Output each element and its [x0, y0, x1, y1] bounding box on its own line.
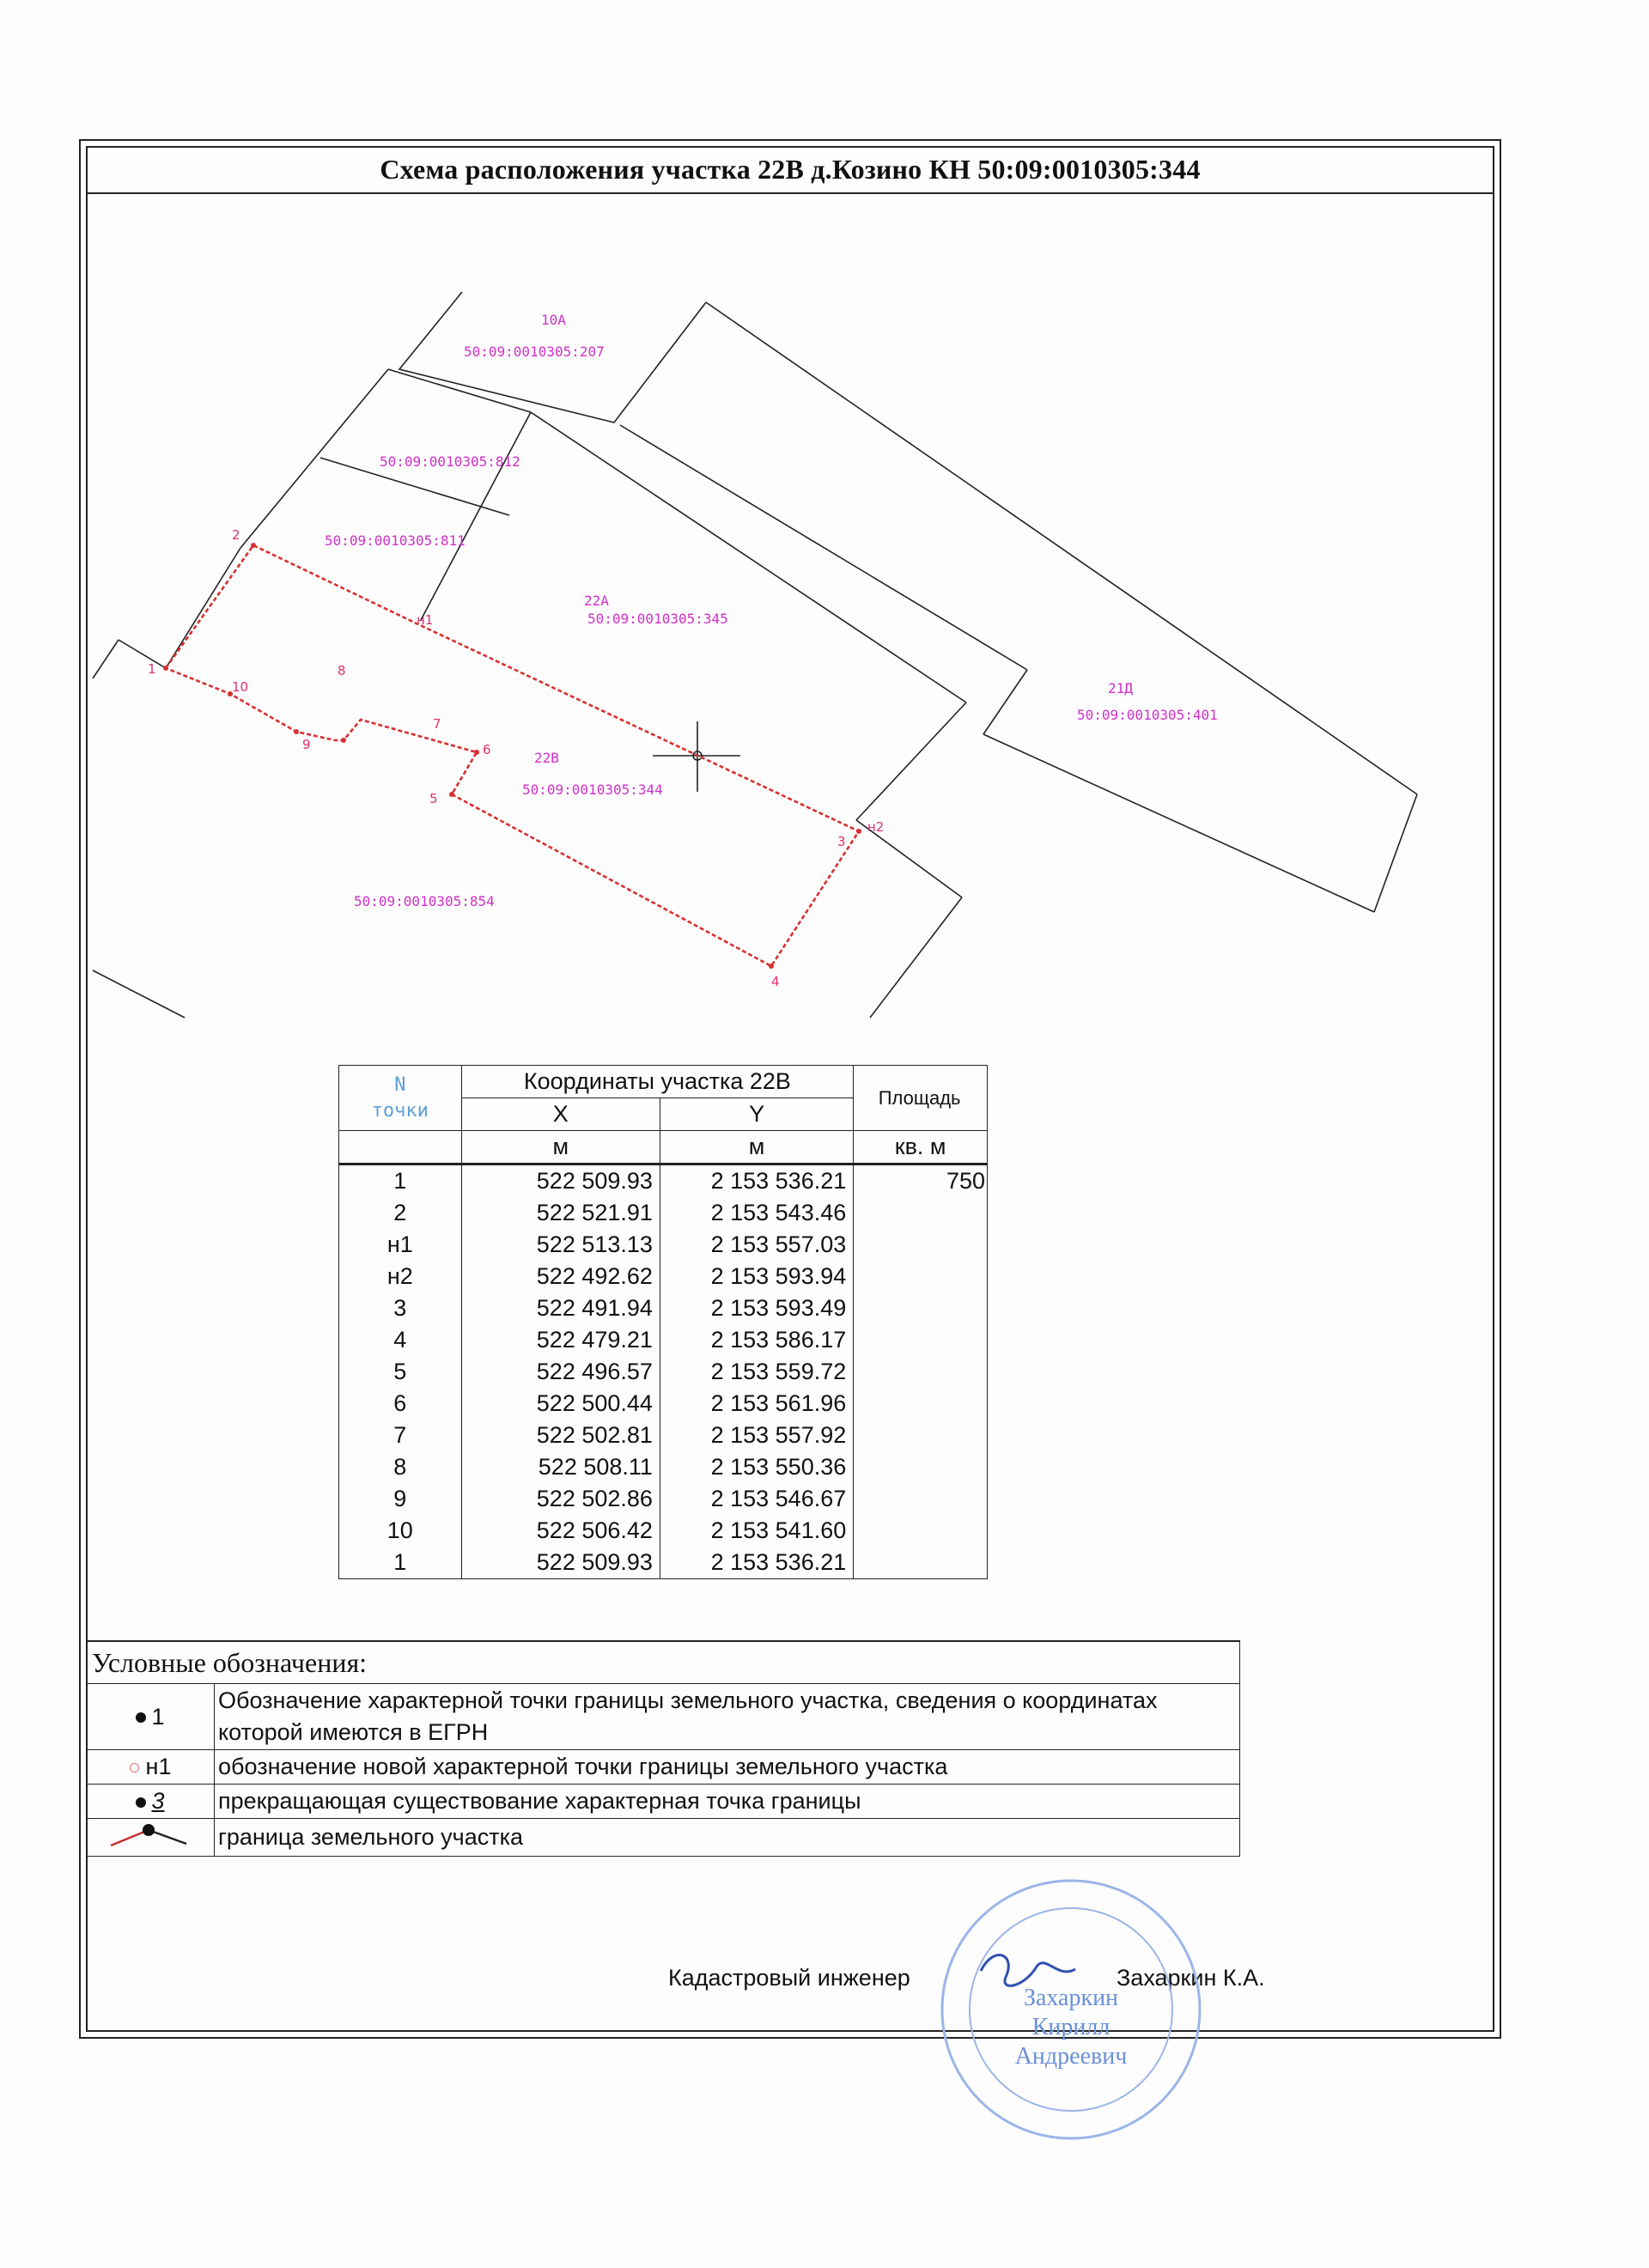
area-cell [854, 1451, 988, 1483]
parcel-label: 22А [584, 593, 609, 609]
parcel-label: 10А [541, 312, 566, 328]
parcel-number: 50:09:0010305:811 [325, 532, 465, 549]
coords-header: Координаты участка 22В [461, 1066, 854, 1098]
point-label: 7 [433, 716, 441, 732]
table-row [339, 1388, 988, 1420]
point-number-cell: 10 [339, 1515, 462, 1547]
table-row [339, 1547, 988, 1579]
unit-area: кв. м [854, 1131, 988, 1164]
table-row [339, 1420, 988, 1451]
point-number-cell: 8 [339, 1451, 462, 1483]
stamp-line: Захаркин [1023, 1985, 1119, 2011]
stamp-line: Кирилл [1031, 2014, 1110, 2040]
area-cell [854, 1292, 988, 1324]
x-coordinate-cell: 522 513.13 [461, 1229, 660, 1261]
point-label: н1 [417, 612, 434, 628]
unit-x: м [461, 1131, 660, 1164]
parcel-22v-boundary [166, 545, 859, 966]
x-coordinate-cell: 522 492.62 [461, 1261, 660, 1292]
area-cell [854, 1229, 988, 1261]
area-cell [854, 1388, 988, 1420]
point-number-cell: 9 [339, 1483, 462, 1515]
x-coordinate-cell: 522 508.11 [461, 1451, 660, 1483]
area-cell [854, 1420, 988, 1451]
table-row [339, 1261, 988, 1292]
point-number-cell: 1 [339, 1547, 462, 1579]
parcel-812-outline [240, 369, 388, 548]
signature-scribble [981, 1955, 1075, 1985]
stamp-line: Андреевич [1014, 2043, 1128, 2070]
area-cell [854, 1515, 988, 1547]
area-cell [854, 1324, 988, 1356]
table-row [339, 1356, 988, 1388]
filled-dot-icon [136, 1797, 146, 1808]
table-row [339, 1197, 988, 1229]
point-label: 9 [302, 737, 311, 752]
unit-n-cell [339, 1131, 462, 1164]
point-number-cell: 4 [339, 1324, 462, 1356]
y-coordinate-cell: 2 153 593.49 [660, 1292, 853, 1324]
table-row [339, 1515, 988, 1547]
point-number-cell: 7 [339, 1420, 462, 1451]
x-coordinate-cell: 522 509.93 [461, 1547, 660, 1579]
legend-text: граница земельного участка [215, 1819, 1240, 1857]
area-cell [854, 1356, 988, 1388]
y-coordinate-cell: 2 153 559.72 [660, 1356, 853, 1388]
area-cell: 750 [854, 1164, 988, 1198]
point-label: 6 [483, 742, 491, 757]
table-row [339, 1483, 988, 1515]
table-row [339, 1292, 988, 1324]
parcel-number: 50:09:0010305:344 [522, 781, 663, 798]
table-row [339, 1229, 988, 1261]
x-coordinate-cell: 522 506.42 [461, 1515, 660, 1547]
x-coordinate-cell: 522 502.81 [461, 1420, 660, 1451]
parcel-label: 21Д [1108, 680, 1133, 696]
y-coordinate-cell: 2 153 593.94 [660, 1261, 853, 1292]
engineer-stamp [912, 1868, 1230, 2151]
point-number-cell: 3 [339, 1292, 462, 1324]
point-label: 8 [338, 663, 346, 678]
filled-dot-icon [136, 1712, 146, 1723]
parcel-number: 50:09:0010305:207 [464, 344, 605, 360]
page-title: Схема расположения участка 22В д.Козино КН 50:09:0010305:344 [380, 153, 1201, 185]
point-number-cell: 1 [339, 1164, 462, 1198]
legend-title: Условные обозначения: [87, 1641, 1240, 1684]
parcel-number: 50:09:0010305:401 [1077, 707, 1218, 723]
parcel-label: 22В [534, 750, 559, 766]
open-dot-icon [130, 1763, 139, 1772]
unit-y: м [660, 1131, 853, 1164]
point-label: 3 [837, 834, 846, 849]
table-row [339, 1451, 988, 1483]
x-coordinate-cell: 522 521.91 [461, 1197, 660, 1229]
area-cell [854, 1261, 988, 1292]
point-label: н2 [867, 819, 885, 835]
legend-symbol-removed-point: 3 [87, 1785, 215, 1819]
legend-text: Обозначение характерной точки границы земельного участка, сведения о координатах которой имеются в ЕГРН [215, 1684, 1240, 1750]
legend-symbol-boundary [87, 1819, 215, 1857]
y-coordinate-cell: 2 153 541.60 [660, 1515, 853, 1547]
table-row [339, 1164, 988, 1198]
y-coordinate-cell: 2 153 550.36 [660, 1451, 853, 1483]
point-number-cell: н1 [339, 1229, 462, 1261]
area-cell [854, 1197, 988, 1229]
point-label: 10 [232, 679, 249, 695]
parcel-number: 50:09:0010305:345 [587, 611, 728, 627]
legend-table [86, 1640, 1240, 1857]
legend-symbol-new-point: н1 [87, 1750, 215, 1785]
x-coordinate-cell: 522 491.94 [461, 1292, 660, 1324]
point-label: 4 [771, 974, 780, 989]
y-coordinate-cell: 2 153 586.17 [660, 1324, 853, 1356]
x-coordinate-cell: 522 509.93 [461, 1164, 660, 1198]
y-coordinate-cell: 2 153 536.21 [660, 1547, 853, 1579]
legend-text: прекращающая существование характерная точка границы [215, 1785, 1240, 1819]
x-coordinate-cell: 522 496.57 [461, 1356, 660, 1388]
legend-text: обозначение новой характерной точки границы земельного участка [215, 1750, 1240, 1785]
coordinates-table [338, 1065, 988, 1579]
point-label: 1 [148, 661, 156, 677]
area-cell [854, 1547, 988, 1579]
boundary-line-icon [107, 1820, 193, 1849]
table-row [339, 1324, 988, 1356]
area-cell [854, 1483, 988, 1515]
engineer-role: Кадастровый инженер [668, 1965, 910, 1991]
x-coordinate-cell: 522 502.86 [461, 1483, 660, 1515]
y-coordinate-cell: 2 153 546.67 [660, 1483, 853, 1515]
parcel-number: 50:09:0010305:854 [354, 893, 495, 909]
cadastral-map [0, 0, 1649, 1048]
point-number-cell: н2 [339, 1261, 462, 1292]
x-coordinate-cell: 522 500.44 [461, 1388, 660, 1420]
y-coordinate-cell: 2 153 561.96 [660, 1388, 853, 1420]
col-n-header: N точки [339, 1066, 462, 1131]
point-label: 5 [429, 791, 438, 806]
point-number-cell: 2 [339, 1197, 462, 1229]
col-x-header: X [461, 1098, 660, 1131]
y-coordinate-cell: 2 153 557.03 [660, 1229, 853, 1261]
y-coordinate-cell: 2 153 536.21 [660, 1164, 853, 1198]
point-label: 2 [232, 527, 240, 543]
area-header: Площадь [854, 1066, 988, 1131]
y-coordinate-cell: 2 153 543.46 [660, 1197, 853, 1229]
col-y-header: Y [660, 1098, 853, 1131]
point-number-cell: 6 [339, 1388, 462, 1420]
parcel-number: 50:09:0010305:812 [380, 453, 520, 470]
y-coordinate-cell: 2 153 557.92 [660, 1420, 853, 1451]
point-number-cell: 5 [339, 1356, 462, 1388]
x-coordinate-cell: 522 479.21 [461, 1324, 660, 1356]
engineer-name: Захаркин К.А. [1117, 1965, 1265, 1991]
legend-symbol-existing-point: 1 [87, 1684, 215, 1750]
